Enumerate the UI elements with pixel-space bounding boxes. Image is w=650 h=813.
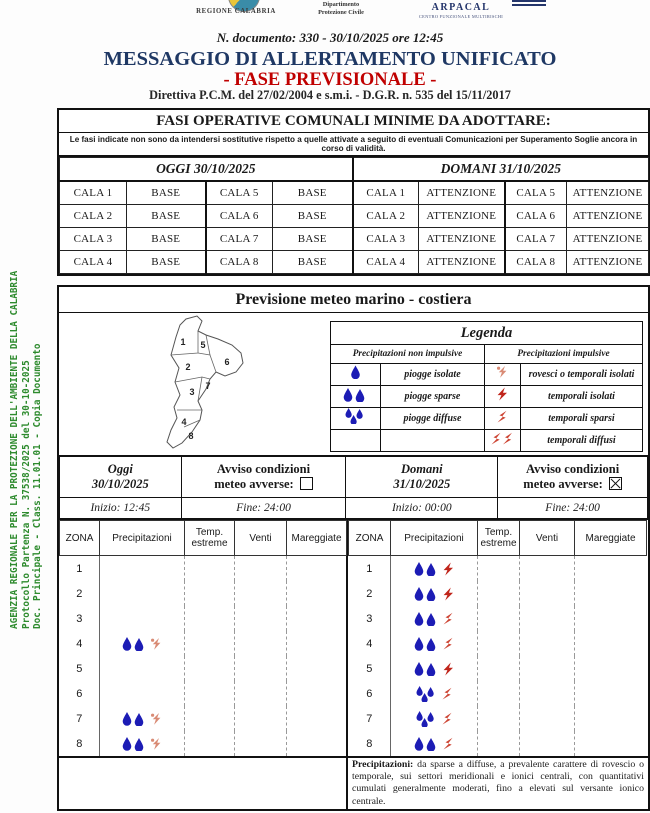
fasi-row-1 (60, 181, 649, 205)
zone-row: 1 (349, 556, 647, 582)
arpacal-label: ARPACAL (431, 2, 491, 13)
storm-diffuse-icon (484, 430, 520, 452)
zone-row: 1 (60, 556, 347, 582)
map-zone-label: 4 (181, 417, 187, 427)
calabria-zone-map (115, 315, 285, 455)
precipitazioni-icons (391, 581, 478, 606)
fasi-row-4 (60, 251, 649, 274)
legend-col-non-impulsive: Precipitazioni non impulsive (330, 345, 484, 364)
fase-value: BASE (127, 251, 206, 274)
legend-empty-cell (330, 430, 380, 452)
legend-table (330, 321, 643, 452)
precipitazioni-icons (100, 706, 185, 731)
zone-row: 4 (60, 631, 347, 656)
legend-col-impulsive: Precipitazioni impulsive (484, 345, 642, 364)
fase-value: BASE (273, 228, 353, 251)
zone-row: 7 (60, 706, 347, 731)
bottom-note-strip (59, 756, 648, 809)
previsione-meteo-box (57, 285, 650, 811)
fase-value: BASE (127, 228, 206, 251)
fase-value: ATTENZIONE (567, 251, 649, 274)
dipartimento-protezione-civile-label: Dipartimento Protezione Civile (318, 1, 364, 16)
previsione-title: Previsione meteo marino - costiera (59, 287, 648, 313)
avviso-table (59, 455, 648, 519)
domani-inizio: Inizio: 00:00 (346, 498, 498, 519)
cala-label: CALA 8 (505, 251, 567, 274)
zone-row: 7 (349, 706, 647, 731)
legend-title: Legenda (330, 322, 642, 345)
fasi-row-2 (60, 205, 649, 228)
precipitazioni-icons (391, 631, 478, 656)
map-zone-label: 7 (205, 381, 211, 391)
legend-row: piogge sparse temporali isolati (330, 386, 642, 408)
cala-label: CALA 5 (505, 181, 567, 205)
zone-row: 6 (349, 681, 647, 706)
precipitazioni-icons (391, 606, 478, 631)
zone-row: 3 (349, 606, 647, 631)
rain-sparse-icon (330, 386, 380, 408)
cala-label: CALA 2 (60, 205, 127, 228)
zone-row: 5 (349, 656, 647, 681)
storm-isolated-icon (484, 386, 520, 408)
precipitazioni-icons (391, 681, 478, 706)
cala-label: CALA 6 (505, 205, 567, 228)
protocol-line-agency: AGENZIA REGIONALE PER LA PROTEZIONE DELL'AMBIENTE DELLA CALABRIA (9, 270, 20, 629)
note-text: da sparse a diffuse, a prevalente carattere di rovescio o temporale, sui settori meridionali e ionici centrali, con quantitativi cumulati generalmente moderati, fino a elevati sul versante ionico centrale. (352, 759, 644, 807)
protocol-line-number: Protocollo Partenza N. 37538/2025 del 30-10-2025 (20, 360, 32, 629)
precipitazioni-icons (100, 606, 185, 631)
cala-label: CALA 2 (353, 205, 419, 228)
avviso-domani-checkbox[interactable] (609, 477, 622, 490)
fasi-note: Le fasi indicate non sono da intendersi sostitutive rispetto a quelle attivate a seguito di eventuali Comunicazioni per Superamento Soglie ancora in corso di validità. (59, 132, 648, 157)
fasi-header-row (60, 158, 649, 182)
rain-isolated-icon (330, 364, 380, 386)
precipitazioni-icons (391, 731, 478, 756)
zone-forecast-tables (59, 519, 648, 756)
cala-label: CALA 1 (353, 181, 419, 205)
fase-value: BASE (273, 205, 353, 228)
oggi-inizio: Inizio: 12:45 (60, 498, 182, 519)
fase-value: BASE (127, 205, 206, 228)
directive-reference: Direttiva P.C.M. del 27/02/2004 e s.m.i. - D.G.R. n. 535 del 15/11/2017 (149, 88, 511, 102)
zone-row: 3 (60, 606, 347, 631)
centro-funzionale-logo-icon (512, 0, 546, 12)
map-zone-label: 5 (200, 340, 206, 350)
fase-value: ATTENZIONE (419, 205, 505, 228)
zone-row: 2 (349, 581, 647, 606)
regione-calabria-label: REGIONE CALABRIA (196, 8, 276, 15)
avviso-oggi-cell: Avviso condizioni meteo avverse: (181, 456, 346, 498)
map-zone-label: 3 (189, 387, 195, 397)
map-zone-label: 8 (188, 431, 194, 441)
map-zone-label: 2 (185, 362, 191, 372)
avviso-oggi-checkbox[interactable] (300, 477, 313, 490)
cala-label: CALA 4 (60, 251, 127, 274)
protocol-line-class: Doc. Principale - Class. 11.01.01 - Copia Documento (32, 343, 44, 629)
zone-row: 2 (60, 581, 347, 606)
cala-label: CALA 6 (206, 205, 273, 228)
fase-value: ATTENZIONE (419, 251, 505, 274)
zone-table-domani: ZONA Precipitazioni Temp. estreme Venti Mareggiate 1 2 3 4 5 6 7 8 (348, 520, 646, 756)
bottom-empty-cell (59, 758, 348, 809)
storm-sparse-icon (484, 408, 520, 430)
precipitazioni-icons (391, 656, 478, 681)
shower-isolated-icon (484, 364, 520, 386)
fase-value: ATTENZIONE (567, 228, 649, 251)
map-and-legend-area (59, 313, 648, 455)
page-subtitle: - FASE PREVISIONALE - (223, 70, 437, 90)
zone-row: 5 (60, 656, 347, 681)
precipitazioni-icons (100, 656, 185, 681)
fasi-operative-box (57, 108, 650, 276)
fase-value: BASE (127, 181, 206, 205)
legend-row: piogge isolate rovesci o temporali isolati (330, 364, 642, 386)
cala-label: CALA 7 (505, 228, 567, 251)
legend-row: temporali diffusi (330, 430, 642, 452)
fase-value: ATTENZIONE (567, 181, 649, 205)
fase-value: ATTENZIONE (567, 205, 649, 228)
avviso-domani-cell: Avviso condizioni meteo avverse: (498, 456, 648, 498)
fasi-table (59, 157, 649, 274)
precipitazioni-icons (391, 706, 478, 731)
document-number-line: N. documento: 330 - 30/10/2025 ore 12:45 (216, 30, 444, 45)
domani-fine: Fine: 24:00 (498, 498, 648, 519)
legend-row: piogge diffuse temporali sparsi (330, 408, 642, 430)
rain-diffuse-icon (330, 408, 380, 430)
precipitazioni-icons (100, 581, 185, 606)
map-zone-label: 1 (180, 337, 186, 347)
cala-label: CALA 8 (206, 251, 273, 274)
note-title: Precipitazioni: (352, 759, 414, 770)
fase-value: ATTENZIONE (419, 228, 505, 251)
fase-value: BASE (273, 251, 353, 274)
oggi-fine: Fine: 24:00 (181, 498, 346, 519)
fasi-title: FASI OPERATIVE COMUNALI MINIME DA ADOTTARE: (156, 113, 551, 129)
cala-label: CALA 1 (60, 181, 127, 205)
zone-table-oggi: ZONA Precipitazioni Temp. estreme Venti Mareggiate 1 2 3 4 5 6 7 8 (59, 520, 348, 756)
map-zone-label: 6 (224, 357, 230, 367)
precipitazioni-icons (100, 631, 185, 656)
zone-row: 6 (60, 681, 347, 706)
zone-row: 4 (349, 631, 647, 656)
arpacal-sublabel: CENTRO FUNZIONALE MULTIRISCHI (418, 14, 504, 19)
precipitazioni-icons (391, 556, 478, 582)
zone-row: 8 (60, 731, 347, 756)
precipitazioni-icons (100, 556, 185, 582)
cala-label: CALA 4 (353, 251, 419, 274)
domani-date-cell: Domani 31/10/2025 (346, 456, 498, 498)
oggi-date-cell: Oggi 30/10/2025 (60, 456, 182, 498)
fase-value: ATTENZIONE (419, 181, 505, 205)
arpacal-logo (416, 2, 506, 19)
fasi-domani-header: DOMANI 31/10/2025 (353, 158, 649, 182)
protocol-stamp (9, 177, 44, 629)
cala-label: CALA 7 (206, 228, 273, 251)
cala-label: CALA 3 (60, 228, 127, 251)
zone-row: 8 (349, 731, 647, 756)
precipitazioni-icons (100, 731, 185, 756)
fase-value: BASE (273, 181, 353, 205)
fasi-oggi-header: OGGI 30/10/2025 (60, 158, 353, 182)
cala-label: CALA 5 (206, 181, 273, 205)
cala-label: CALA 3 (353, 228, 419, 251)
precipitazioni-note (348, 758, 648, 809)
page-title: MESSAGGIO DI ALLERTAMENTO UNIFICATO (103, 48, 557, 70)
fasi-row-3 (60, 228, 649, 251)
precipitazioni-icons (100, 681, 185, 706)
